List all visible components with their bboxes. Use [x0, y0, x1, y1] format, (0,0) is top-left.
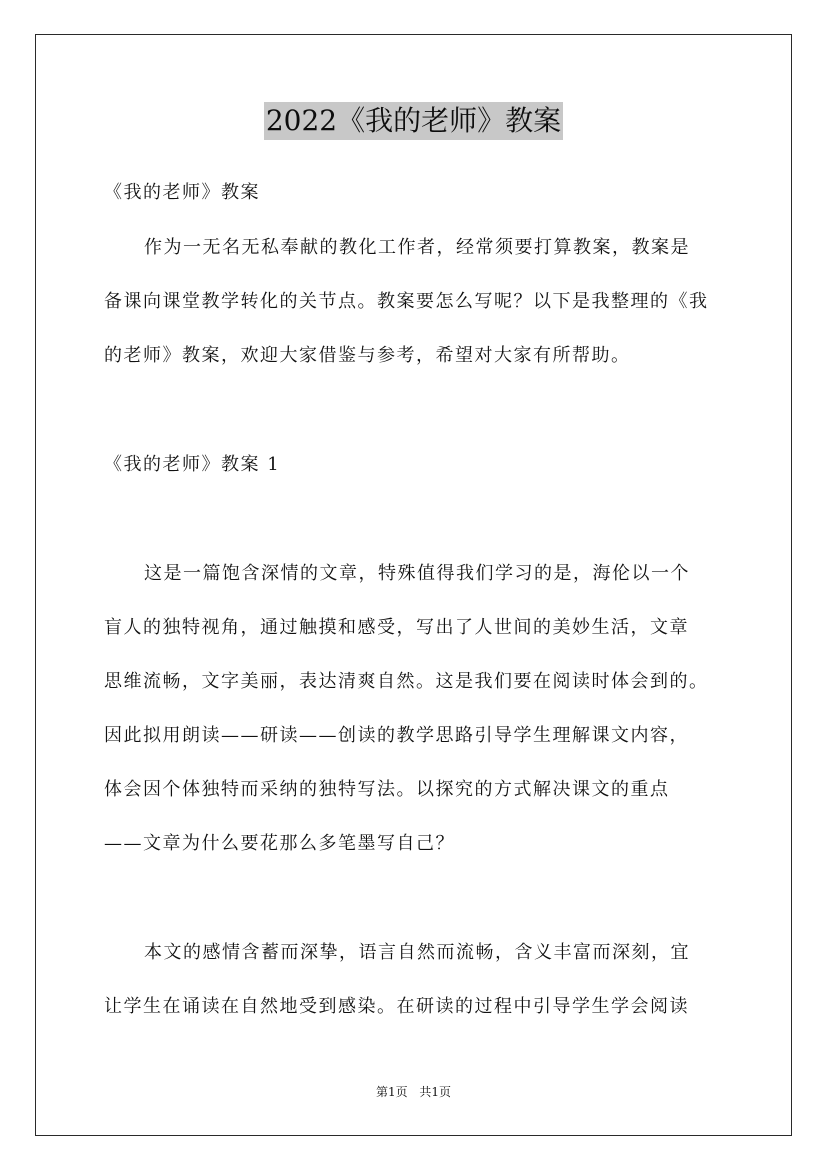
paragraph1-line-4[interactable]: 因此拟用朗读——研读——创读的教学思路引导学生理解课文内容， — [104, 725, 689, 746]
paragraph1-line-2[interactable]: 盲人的独特视角，通过触摸和感受，写出了人世间的美妙生活，文章 — [104, 617, 689, 638]
paragraph1-line-5[interactable]: 体会因个体独特而采纳的独特写法。以探究的方式解决课文的重点 — [104, 779, 670, 800]
document-subtitle[interactable]: 《我的老师》教案 — [104, 182, 260, 203]
paragraph2-line-1[interactable]: 本文的感情含蓄而深挚，语言自然而流畅，含义丰富而深刻，宜 — [144, 942, 690, 963]
title-container — [0, 102, 827, 140]
section-heading[interactable]: 《我的老师》教案 1 — [104, 454, 281, 475]
paragraph2-line-2[interactable]: 让学生在诵读在自然地受到感染。在研读的过程中引导学生学会阅读 — [104, 996, 689, 1017]
page-number: 第1页 — [375, 1085, 408, 1099]
intro-line-2[interactable]: 备课向课堂教学转化的关节点。教案要怎么写呢？以下是我整理的《我 — [104, 291, 709, 312]
document-title[interactable]: 2022《我的老师》教案 — [264, 102, 563, 140]
paragraph1-line-1[interactable]: 这是一篇饱含深情的文章，特殊值得我们学习的是，海伦以一个 — [144, 563, 690, 584]
page-footer — [0, 1084, 827, 1100]
page-total: 共1页 — [419, 1085, 452, 1099]
paragraph1-line-6[interactable]: ——文章为什么要花那么多笔墨写自己？ — [104, 833, 455, 854]
intro-line-1[interactable]: 作为一无名无私奉献的教化工作者，经常须要打算教案，教案是 — [144, 237, 690, 258]
paragraph1-line-3[interactable]: 思维流畅，文字美丽，表达清爽自然。这是我们要在阅读时体会到的。 — [104, 671, 709, 692]
intro-line-3[interactable]: 的老师》教案，欢迎大家借鉴与参考，希望对大家有所帮助。 — [104, 345, 631, 366]
